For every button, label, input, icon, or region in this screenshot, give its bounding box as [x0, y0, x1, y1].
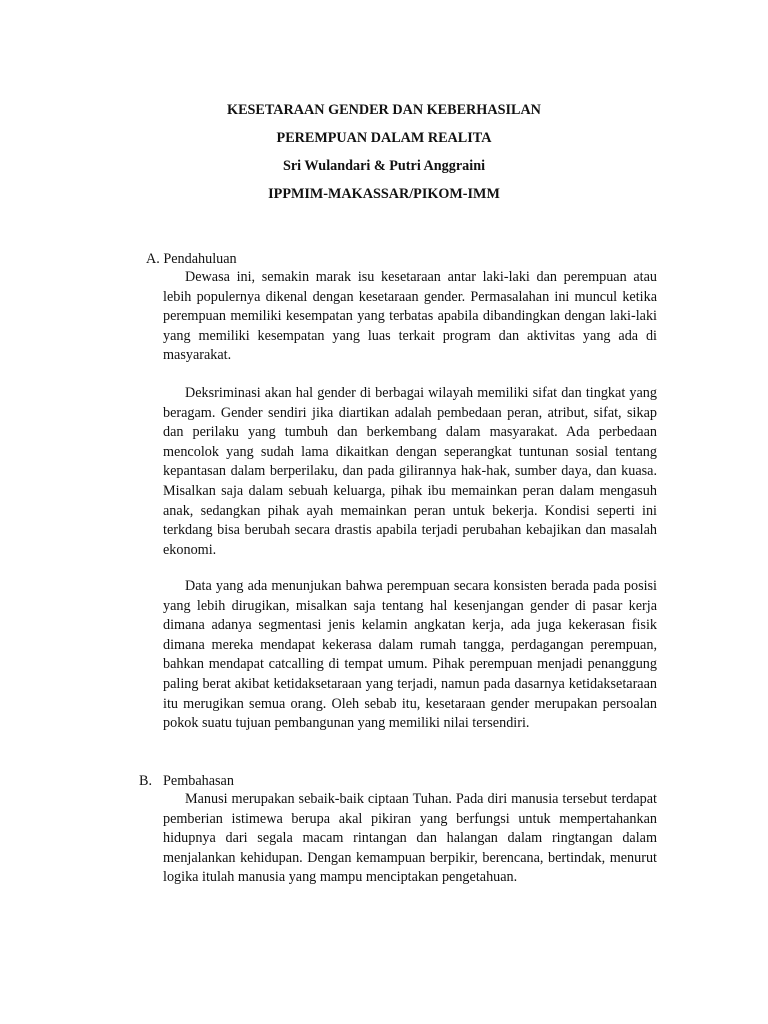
section-a-paragraph-1: Dewasa ini, semakin marak isu kesetaraan antar laki-laki dan perempuan atau lebih populernya dikenal dengan kesetaraan gender. Permasalahan ini muncul ketika perempuan memiliki kesempatan yang terbatas apabila dibandingkan dengan laki-laki yang memiliki kesempatan yang luas terkait program dan aktivitas yang ada di masyarakat.	[163, 269, 657, 364]
title-block	[0, 100, 768, 212]
document-affiliation: IPPMIM-MAKASSAR/PIKOM-IMM	[268, 186, 500, 202]
document-title-line-1: KESETARAAN GENDER DAN KEBERHASILAN	[227, 102, 541, 118]
document-title-line-2: PEREMPUAN DALAM REALITA	[276, 130, 492, 146]
section-a-paragraph-3: Data yang ada menunjukan bahwa perempuan secara konsisten berada pada posisi yang lebih dirugikan, misalkan saja tentang hal kesenjangan gender di pasar kerja dimana adanya segmentasi jenis kelamin angkatan kerja, ada juga kekerasan fisik dimana mereka mendapat kekerasa dalam rumah tangga, perdagangan perempuan, bahkan mendapat catcalling di tempat umum. Pihak perempuan menjadi penanggung paling berat akibat ketidaksetaraan yang terjadi, namun pada dasarnya ketidaksetaraan itu merugikan semua orang. Oleh sebab itu, kesetaraan gender merupakan persoalan pokok suatu tujuan pembangunan yang memiliki nilai tersendiri.	[163, 578, 657, 732]
section-b-heading-letter: B.	[139, 773, 153, 789]
section-b-heading: Pembahasan	[163, 773, 234, 789]
document-authors: Sri Wulandari & Putri Anggraini	[282, 158, 486, 174]
section-a-paragraph-2: Deksriminasi akan hal gender di berbagai wilayah memiliki sifat dan tingkat yang beragam. Gender sendiri jika diartikan adalah pembedaan peran, atribut, sifat, sikap dan perilaku yang tumbuh dan berkembang dalam masyarakat. Ada perbedaan mencolok yang sudah lama dikaitkan dengan seperangkat tuntunan sosial tentang kepantasan dalam berperilaku, dan pada gilirannya hak-hak, sumber daya, dan kuasa. Misalkan saja dalam sebuah keluarga, pihak ibu memainkan peran dalam mengasuh anak, sedangkan pihak ayah memainkan peran untuk bekerja. Kondisi seperti ini terkdang bisa berubah secara drastis apabila terjadi perubahan kebajikan dan masalah ekonomi.	[163, 385, 657, 558]
section-a-heading: A. Pendahuluan	[146, 251, 237, 267]
section-b-paragraph-1: Manusi merupakan sebaik-baik ciptaan Tuhan. Pada diri manusia tersebut terdapat pemberian istimewa berupa akal pikiran yang berfungsi untuk mempertahankan hidupnya dari segala macam rintangan dan halangan dalam ringtangan dalam menjalankan kehidupan. Dengan kemampuan berpikir, berencana, bertindak, menurut logika itulah manusia yang mampu menciptakan pengetahuan.	[163, 791, 657, 886]
